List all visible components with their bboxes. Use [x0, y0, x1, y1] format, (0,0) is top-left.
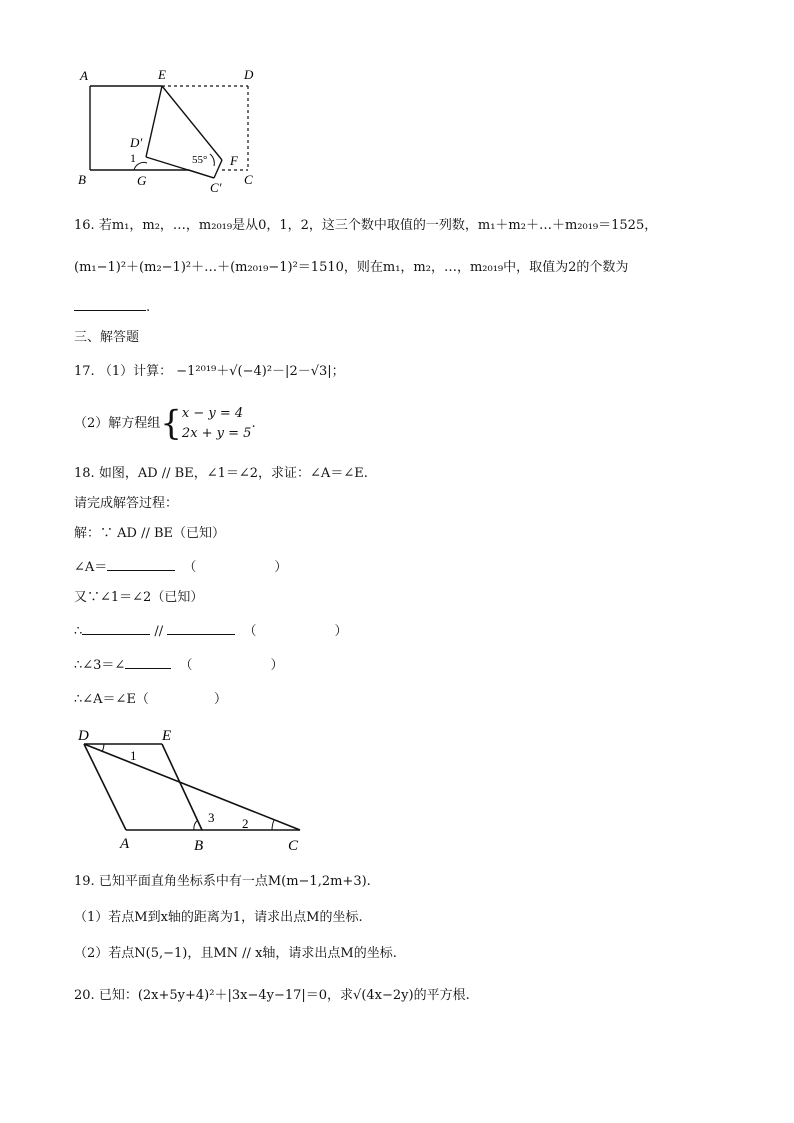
q18-parallel-sign: //: [154, 624, 164, 639]
q19-stem-line: [74, 872, 371, 892]
label-D: D: [78, 728, 89, 744]
label-G: G: [137, 173, 147, 188]
equation-2: 2x + y = 5: [181, 425, 252, 441]
label-C-prime: C′: [210, 180, 222, 192]
q16-number: 16.: [74, 218, 95, 233]
q18-stem: 如图，AD // BE，∠1＝∠2，求证：∠A＝∠E.: [98, 466, 368, 481]
label-F: F: [230, 153, 238, 168]
fig18-diagram: [74, 724, 314, 856]
q18-step5-text: ∴∠3＝∠: [74, 658, 126, 673]
label-A: A: [120, 836, 130, 852]
label-E: E: [158, 67, 166, 82]
label-E: E: [162, 728, 172, 744]
q17-part2: （2）解方程组{ x − y = 4 2x + y = 5 .: [74, 403, 256, 444]
label-D-prime: D′: [130, 135, 143, 150]
q18-step6-text: ∴∠A＝∠E（: [74, 692, 149, 707]
system-brace: {: [160, 403, 182, 444]
label-B: B: [78, 172, 86, 187]
q16-text-2: (m₁−1)²＋(m₂−1)²＋…＋(m₂₀₁₉−1)²＝1510，则在m₁，m₂，…，m₂₀₁₉中，取值为2的个数为: [74, 260, 629, 275]
label-2: 2: [242, 816, 249, 831]
q18-reason-2[interactable]: （ ）: [243, 624, 348, 639]
label-55deg: 55°: [192, 154, 208, 166]
q18-instruction: 请完成解答过程：: [74, 496, 179, 511]
q18-step1: 解：∵ AD // BE（已知）: [74, 526, 226, 541]
q16-line2: [74, 258, 628, 278]
q16-answer-blank[interactable]: [74, 296, 146, 311]
q18-step4: [74, 620, 347, 642]
q18-blank-3[interactable]: [167, 620, 235, 635]
q18-blank-2[interactable]: [82, 620, 150, 635]
q18-step4-text: ∴: [74, 624, 83, 639]
q16-answer-line: .: [74, 296, 150, 318]
q18-blank-4[interactable]: [125, 654, 171, 669]
q19-part1: （1）若点M到x轴的距离为1，请求出点M的坐标.: [74, 910, 363, 925]
q18-stem-line: [74, 464, 368, 484]
label-1: 1: [130, 151, 136, 165]
q18-step2: [74, 556, 287, 578]
q18-reason-3[interactable]: （ ）: [179, 658, 284, 673]
q18-number: 18.: [74, 466, 95, 481]
q18-reason-4[interactable]: ）: [148, 692, 227, 707]
q16-line1: [74, 216, 657, 236]
q20-number: 20.: [74, 988, 95, 1003]
fig15-diagram: [74, 62, 274, 192]
label-B: B: [194, 838, 204, 854]
label-C: C: [244, 172, 253, 187]
q16-text-1: 若m₁，m₂，…，m₂₀₁₉是从0，1，2，这三个数中取值的一列数，m₁＋m₂＋…＋m₂₀₁₉＝1525，: [98, 218, 658, 233]
q19-stem: 已知平面直角坐标系中有一点M(m−1,2m+3).: [98, 874, 371, 889]
label-C: C: [288, 838, 299, 854]
q17-part1-label: （1）计算：: [98, 364, 173, 379]
q18-blank-1[interactable]: [107, 556, 175, 571]
label-3: 3: [208, 810, 215, 825]
q18-step6: [74, 690, 227, 710]
q18-reason-1[interactable]: （ ）: [183, 560, 288, 575]
q20-stem-line: [74, 986, 470, 1006]
q17-part1-expr: −1²⁰¹⁹＋√(−4)²－|2－√3|；: [176, 364, 345, 379]
equation-system: [182, 404, 252, 444]
label-1: 1: [130, 748, 137, 763]
label-D: D: [244, 67, 254, 82]
equation-1: x − y = 4: [181, 405, 244, 421]
q18-step5: [74, 654, 283, 676]
q17-part1: [74, 362, 345, 382]
q18-step3: 又∵∠1＝∠2（已知）: [74, 590, 204, 605]
label-A: A: [80, 68, 88, 83]
section-heading: 三、解答题: [74, 330, 140, 345]
q19-part2: （2）若点N(5,−1)，且MN // x轴，请求出点M的坐标.: [74, 946, 397, 961]
q19-number: 19.: [74, 874, 95, 889]
q20-stem: 已知：(2x+5y+4)²＋|3x−4y−17|＝0，求√(4x−2y)的平方根.: [98, 988, 470, 1003]
q17-number: 17.: [74, 364, 95, 379]
q17-part2-label: （2）解方程组: [74, 416, 161, 431]
q18-step2-text: ∠A＝: [74, 560, 108, 575]
